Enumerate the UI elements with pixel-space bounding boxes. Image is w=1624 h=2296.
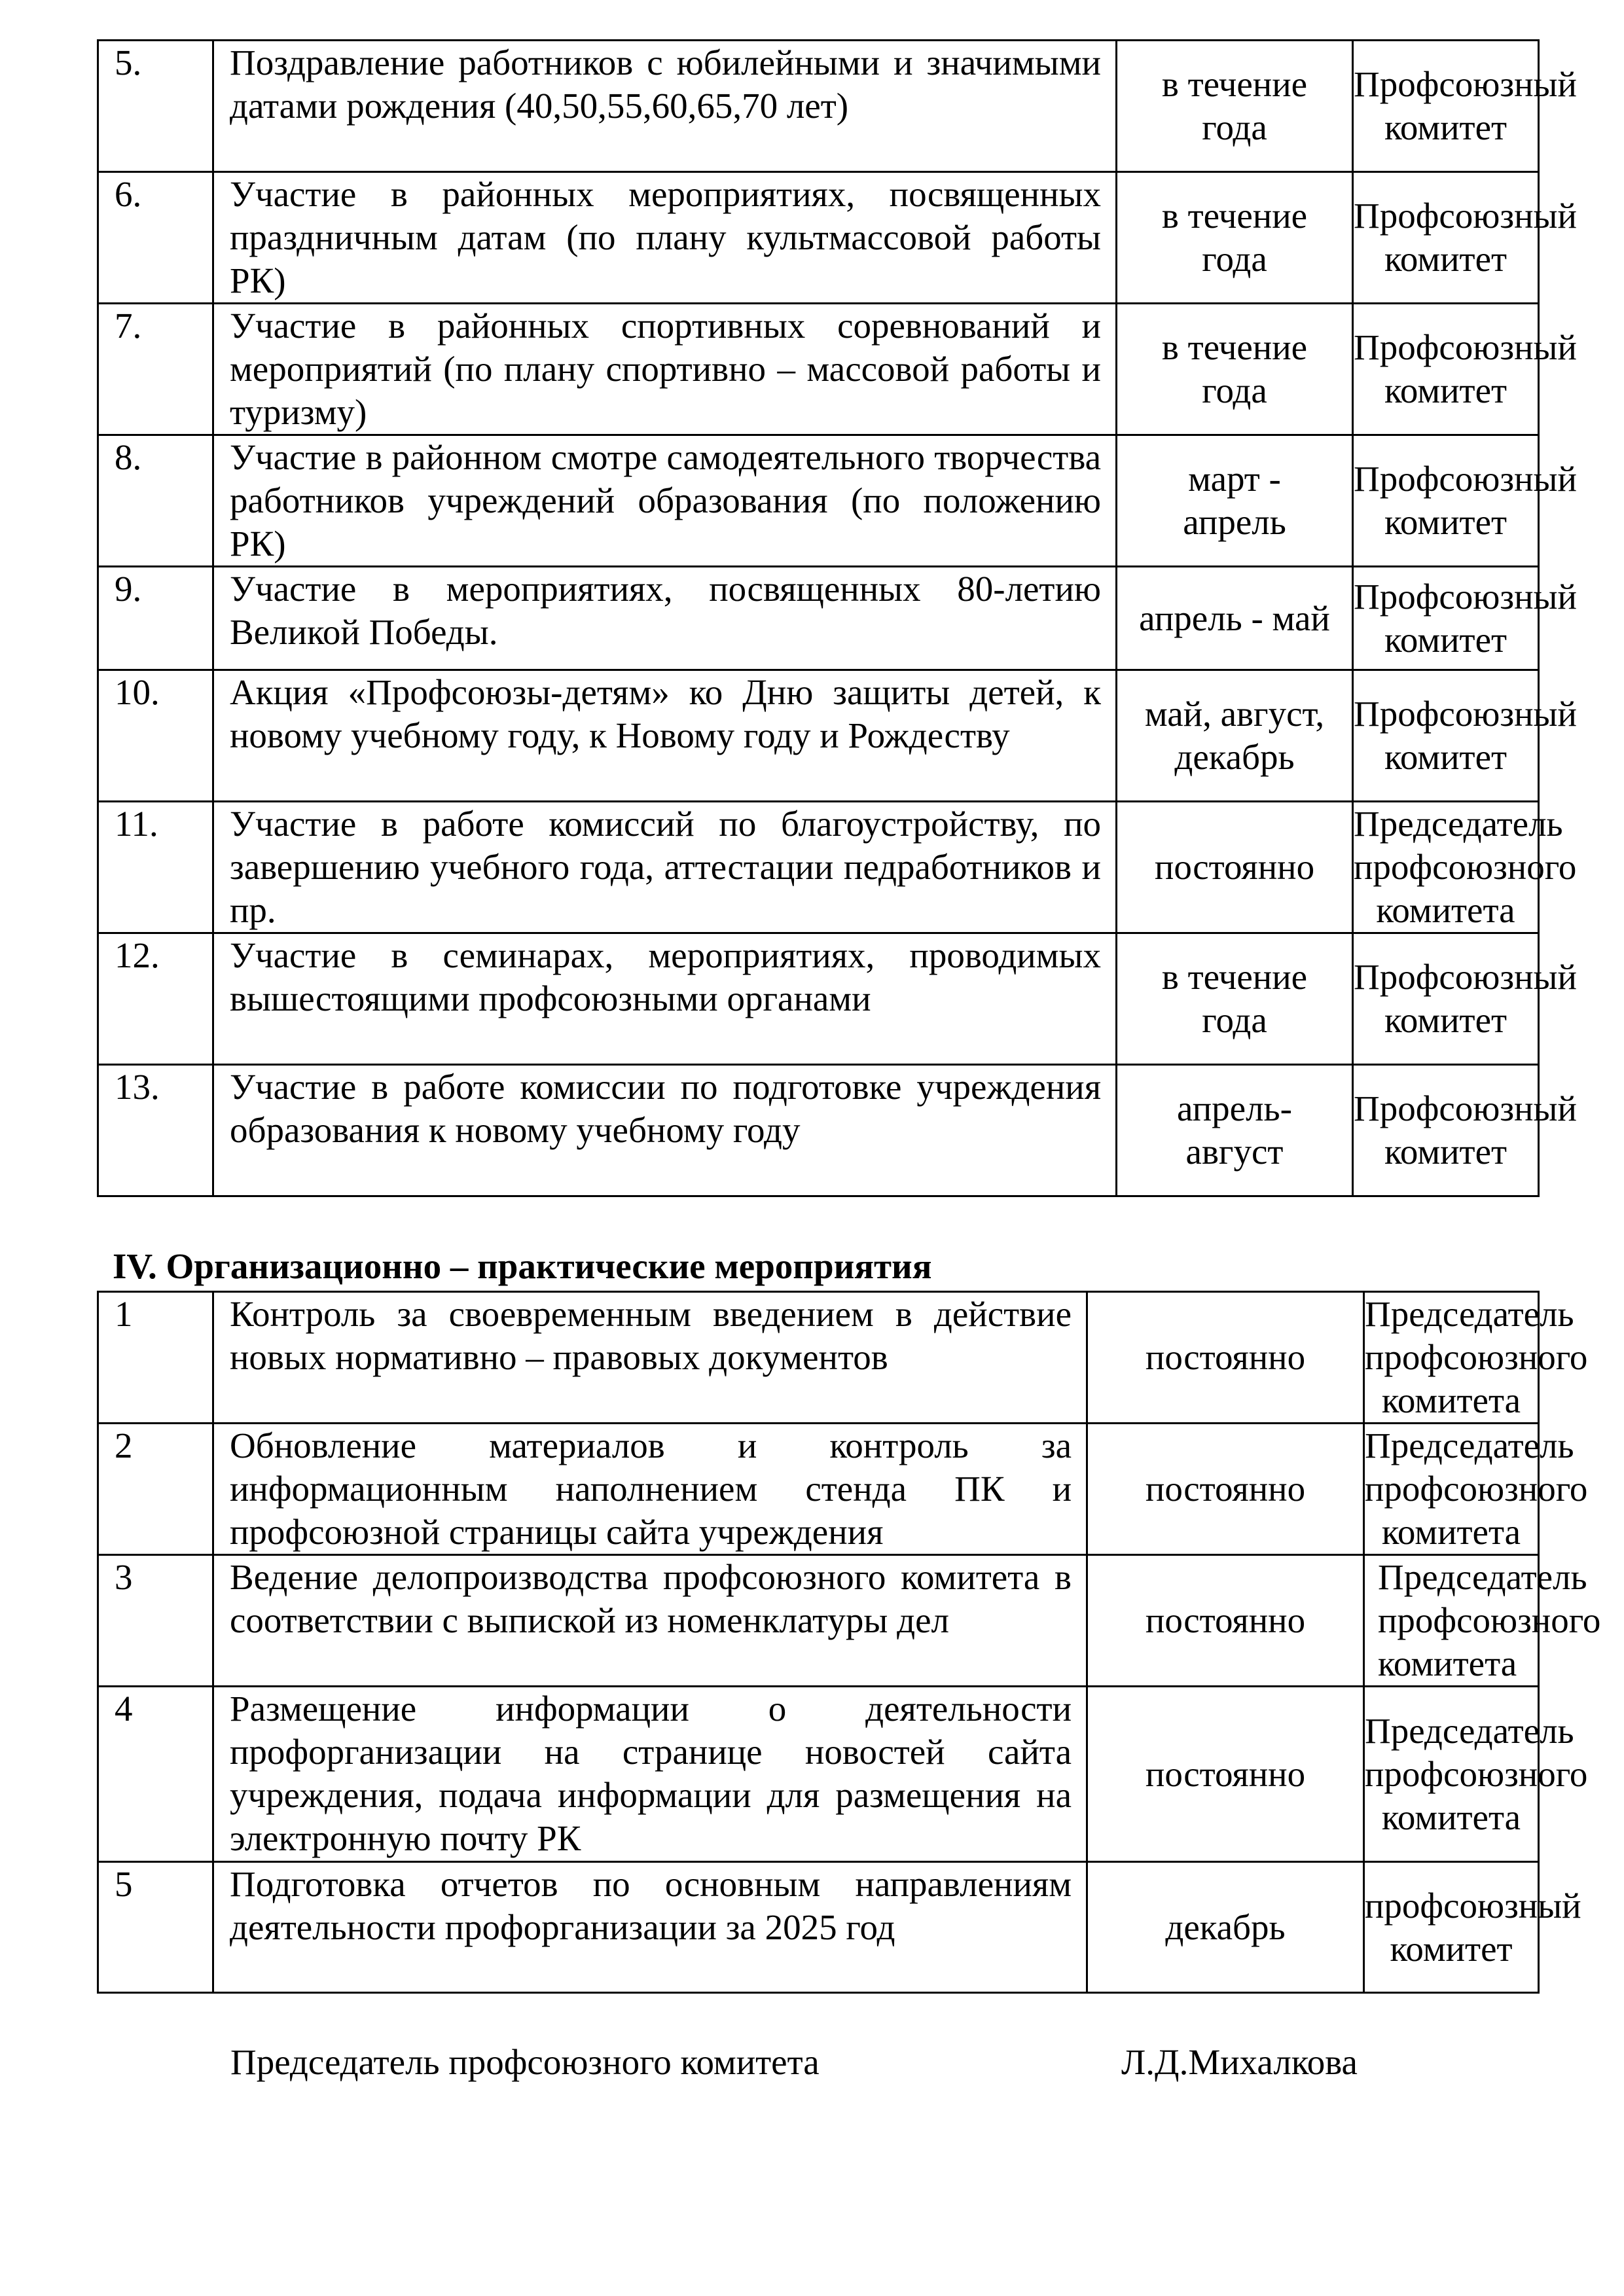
activity-period: постоянно	[1087, 1687, 1364, 1862]
activity-period: в течение года	[1117, 41, 1353, 172]
row-number: 2	[98, 1424, 213, 1555]
table-row	[98, 933, 1539, 1065]
row-number: 6.	[98, 172, 213, 304]
activity-period: май, август, декабрь	[1117, 670, 1353, 802]
row-number: 5.	[98, 41, 213, 172]
table-row	[98, 670, 1539, 802]
table-row	[98, 802, 1539, 933]
table-row	[98, 1065, 1539, 1196]
row-number: 5	[98, 1862, 213, 1993]
activity-period: в течение года	[1117, 304, 1353, 435]
table-row	[98, 1292, 1539, 1424]
activity-period: постоянно	[1117, 802, 1353, 933]
activity-description: Подготовка отчетов по основным направлениям деятельности профорганизации за 2025 год	[213, 1862, 1087, 1993]
table-row	[98, 435, 1539, 567]
activity-description: Акция «Профсоюзы-детям» ко Дню защиты детей, к новому учебному году, к Новому году и Рождеству	[213, 670, 1117, 802]
activity-responsible: Председатель профсоюзного комитета	[1364, 1555, 1539, 1687]
table-row	[98, 1555, 1539, 1687]
activity-responsible: Профсоюзный комитет	[1353, 1065, 1539, 1196]
activities-table-section-iii	[97, 39, 1577, 1197]
activity-description: Обновление материалов и контроль за информационным наполнением стенда ПК и профсоюзной страницы сайта учреждения	[213, 1424, 1087, 1555]
activity-responsible: Профсоюзный комитет	[1353, 41, 1539, 172]
activity-responsible: Профсоюзный комитет	[1353, 435, 1539, 567]
activity-description: Участие в районных мероприятиях, посвященных праздничным датам (по плану культмассовой работы РК)	[213, 172, 1117, 304]
activity-period: апрель- август	[1117, 1065, 1353, 1196]
activity-description: Участие в работе комиссий по благоустройству, по завершению учебного года, аттестации педработников и пр.	[213, 802, 1117, 933]
signature-role: Председатель профсоюзного комитета	[230, 2042, 820, 2082]
activity-responsible: Профсоюзный комитет	[1353, 933, 1539, 1065]
row-number: 9.	[98, 567, 213, 670]
row-number: 3	[98, 1555, 213, 1687]
activity-description: Участие в районных спортивных соревнований и мероприятий (по плану спортивно – массовой работы и туризму)	[213, 304, 1117, 435]
table-row	[98, 567, 1539, 670]
activity-description: Участие в районном смотре самодеятельного творчества работников учреждений образования (по положению РК)	[213, 435, 1117, 567]
row-number: 10.	[98, 670, 213, 802]
section-heading: IV. Организационно – практические мероприятия	[113, 1246, 932, 1286]
activity-period: постоянно	[1087, 1555, 1364, 1687]
activity-responsible: Председатель профсоюзного комитета	[1364, 1292, 1539, 1424]
row-number: 7.	[98, 304, 213, 435]
row-number: 13.	[98, 1065, 213, 1196]
activity-period: постоянно	[1087, 1292, 1364, 1424]
activity-responsible: Профсоюзный комитет	[1353, 567, 1539, 670]
activity-description: Участие в мероприятиях, посвященных 80-летию Великой Победы.	[213, 567, 1117, 670]
activity-responsible: Председатель профсоюзного комитета	[1364, 1687, 1539, 1862]
row-number: 4	[98, 1687, 213, 1862]
table-row	[98, 1424, 1539, 1555]
activity-period: в течение года	[1117, 172, 1353, 304]
activity-period: март - апрель	[1117, 435, 1353, 567]
activity-description: Поздравление работников с юбилейными и значимыми датами рождения (40,50,55,60,65,70 лет)	[213, 41, 1117, 172]
signature-name: Л.Д.Михалкова	[1121, 2042, 1358, 2082]
activity-responsible: Председатель профсоюзного комитета	[1364, 1424, 1539, 1555]
activity-responsible: Профсоюзный комитет	[1353, 172, 1539, 304]
activities-table-section-iv	[97, 1291, 1601, 1994]
activity-description: Участие в работе комиссии по подготовке учреждения образования к новому учебному году	[213, 1065, 1117, 1196]
activity-period: постоянно	[1087, 1424, 1364, 1555]
row-number: 12.	[98, 933, 213, 1065]
activity-responsible: Председатель профсоюзного комитета	[1353, 802, 1539, 933]
activity-description: Контроль за своевременным введением в действие новых нормативно – правовых документов	[213, 1292, 1087, 1424]
table-row	[98, 304, 1539, 435]
activity-description: Размещение информации о деятельности профорганизации на странице новостей сайта учреждения, подача информации для размещения на электронную почту РК	[213, 1687, 1087, 1862]
row-number: 11.	[98, 802, 213, 933]
activity-responsible: Профсоюзный комитет	[1353, 304, 1539, 435]
activity-responsible: профсоюзный комитет	[1364, 1862, 1539, 1993]
activity-period: апрель - май	[1117, 567, 1353, 670]
table-row	[98, 41, 1539, 172]
activity-description: Участие в семинарах, мероприятиях, проводимых вышестоящими профсоюзными органами	[213, 933, 1117, 1065]
table-row	[98, 172, 1539, 304]
table-row	[98, 1687, 1539, 1862]
activity-description: Ведение делопроизводства профсоюзного комитета в соответствии с выпиской из номенклатуры дел	[213, 1555, 1087, 1687]
activity-period: декабрь	[1087, 1862, 1364, 1993]
activity-responsible: Профсоюзный комитет	[1353, 670, 1539, 802]
table-row	[98, 1862, 1539, 1993]
activity-period: в течение года	[1117, 933, 1353, 1065]
row-number: 8.	[98, 435, 213, 567]
row-number: 1	[98, 1292, 213, 1424]
